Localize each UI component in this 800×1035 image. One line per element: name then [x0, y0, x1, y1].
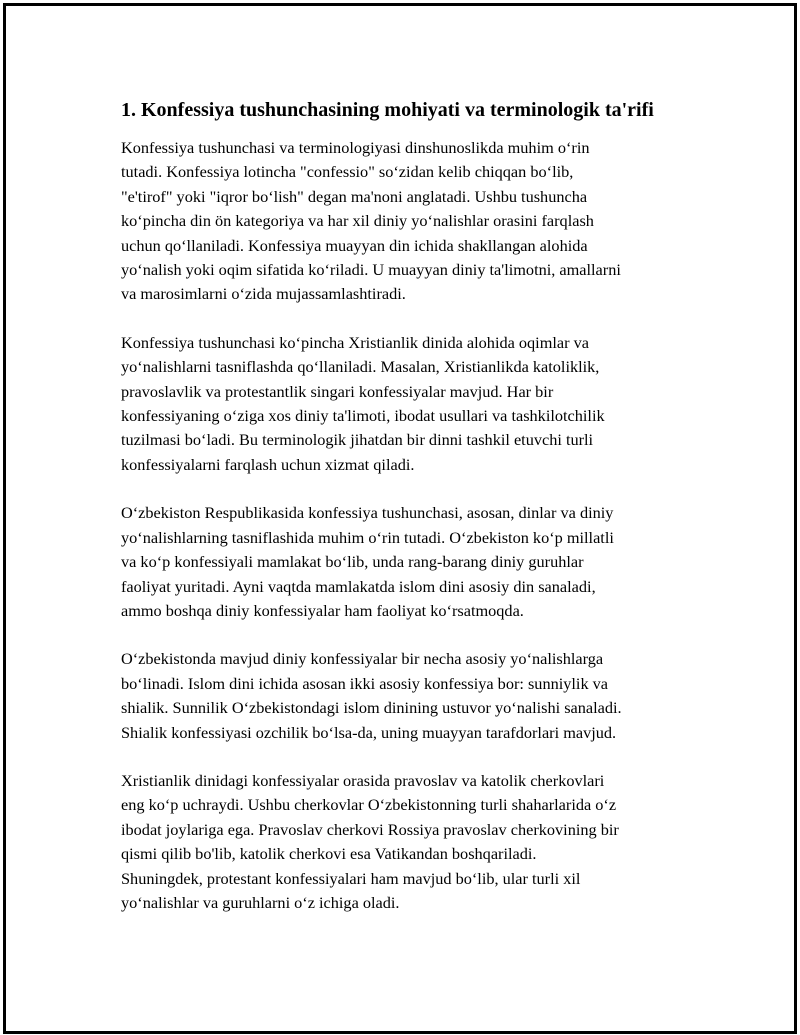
text-line: uchun qo‘llaniladi. Konfessiya muayyan din ichida shakllangan alohida	[121, 235, 588, 255]
text-line: ibodat joylariga ega. Pravoslav cherkovi Rossiya pravoslav cherkovining bir	[121, 819, 619, 839]
paragraph-4	[121, 647, 701, 745]
text-line: O‘zbekistonda mavjud diniy konfessiyalar bir necha asosiy yo‘nalishlarga	[121, 649, 604, 669]
page-frame	[3, 3, 797, 1034]
section-heading: 1. Konfessiya tushunchasining mohiyati va terminologik ta'rifi	[121, 99, 654, 121]
paragraph-2	[121, 331, 701, 477]
text-line: tutadi. Konfessiya lotincha "confessio" so‘zidan kelib chiqqan bo‘lib,	[121, 162, 574, 182]
text-line: yo‘nalishlarni tasniflashda qo‘llaniladi. Masalan, Xristianlikda katoliklik,	[121, 357, 600, 377]
text-line: Xristianlik dinidagi konfessiyalar orasida pravoslav va katolik cherkovlari	[121, 770, 605, 790]
text-line: "e'tirof" yoki "iqror bo‘lish" degan ma'noni anglatadi. Ushbu tushuncha	[121, 186, 588, 206]
text-line: va ko‘p konfessiyali mamlakat bo‘lib, unda rang-barang diniy guruhlar	[121, 552, 584, 572]
text-line: qismi qilib bo'lib, katolik cherkovi esa Vatikandan boshqariladi.	[121, 844, 537, 864]
text-line: ko‘pincha din ön kategoriya va har xil diniy yo‘nalishlar orasini farqlash	[121, 211, 594, 231]
text-line: va marosimlarni o‘zida mujassamlashtiradi.	[121, 284, 406, 304]
text-line: Konfessiya tushunchasi ko‘pincha Xristianlik dinida alohida oqimlar va	[121, 332, 589, 352]
document-body	[121, 96, 701, 939]
paragraph-5	[121, 769, 701, 915]
text-line: yo‘nalishlar va guruhlarni o‘z ichiga oladi.	[121, 892, 400, 912]
text-line: shialik. Sunnilik O‘zbekistondagi islom dinining ustuvor yo‘nalishi sanaladi.	[121, 698, 622, 718]
text-line: yo‘nalishlarning tasniflashida muhim o‘rin tutadi. O‘zbekiston ko‘p millatli	[121, 527, 614, 547]
text-line: konfessiyalarni farqlash uchun xizmat qiladi.	[121, 454, 415, 474]
text-line: Shuningdek, protestant konfessiyalari ham mavjud bo‘lib, ular turli xil	[121, 868, 581, 888]
paragraph-1	[121, 136, 701, 307]
text-line: bo‘linadi. Islom dini ichida asosan ikki asosiy konfessiya bor: sunniylik va	[121, 673, 609, 693]
text-line: Shialik konfessiyasi ozchilik bo‘lsa-da, uning muayyan tarafdorlari mavjud.	[121, 722, 617, 742]
text-line: tuzilmasi bo‘ladi. Bu terminologik jihatdan bir dinni tashkil etuvchi turli	[121, 430, 594, 450]
text-line: ammo boshqa diniy konfessiyalar ham faoliyat ko‘rsatmoqda.	[121, 600, 524, 620]
text-line: konfessiyaning o‘ziga xos diniy ta'limoti, ibodat usullari va tashkilotchilik	[121, 406, 605, 426]
text-line: faoliyat yuritadi. Ayni vaqtda mamlakatda islom dini asosiy din sanaladi,	[121, 576, 596, 596]
text-line: Konfessiya tushunchasi va terminologiyasi dinshunoslikda muhim o‘rin	[121, 138, 590, 157]
paragraph-3	[121, 501, 701, 623]
text-line: O‘zbekiston Respublikasida konfessiya tushunchasi, asosan, dinlar va diniy	[121, 503, 614, 523]
text-line: yo‘nalish yoki oqim sifatida ko‘riladi. U muayyan diniy ta'limotni, amallarni	[121, 260, 621, 280]
text-line: pravoslavlik va protestantlik singari konfessiyalar mavjud. Har bir	[121, 381, 554, 401]
text-line: eng ko‘p uchraydi. Ushbu cherkovlar O‘zbekistonning turli shaharlarida o‘z	[121, 795, 617, 815]
